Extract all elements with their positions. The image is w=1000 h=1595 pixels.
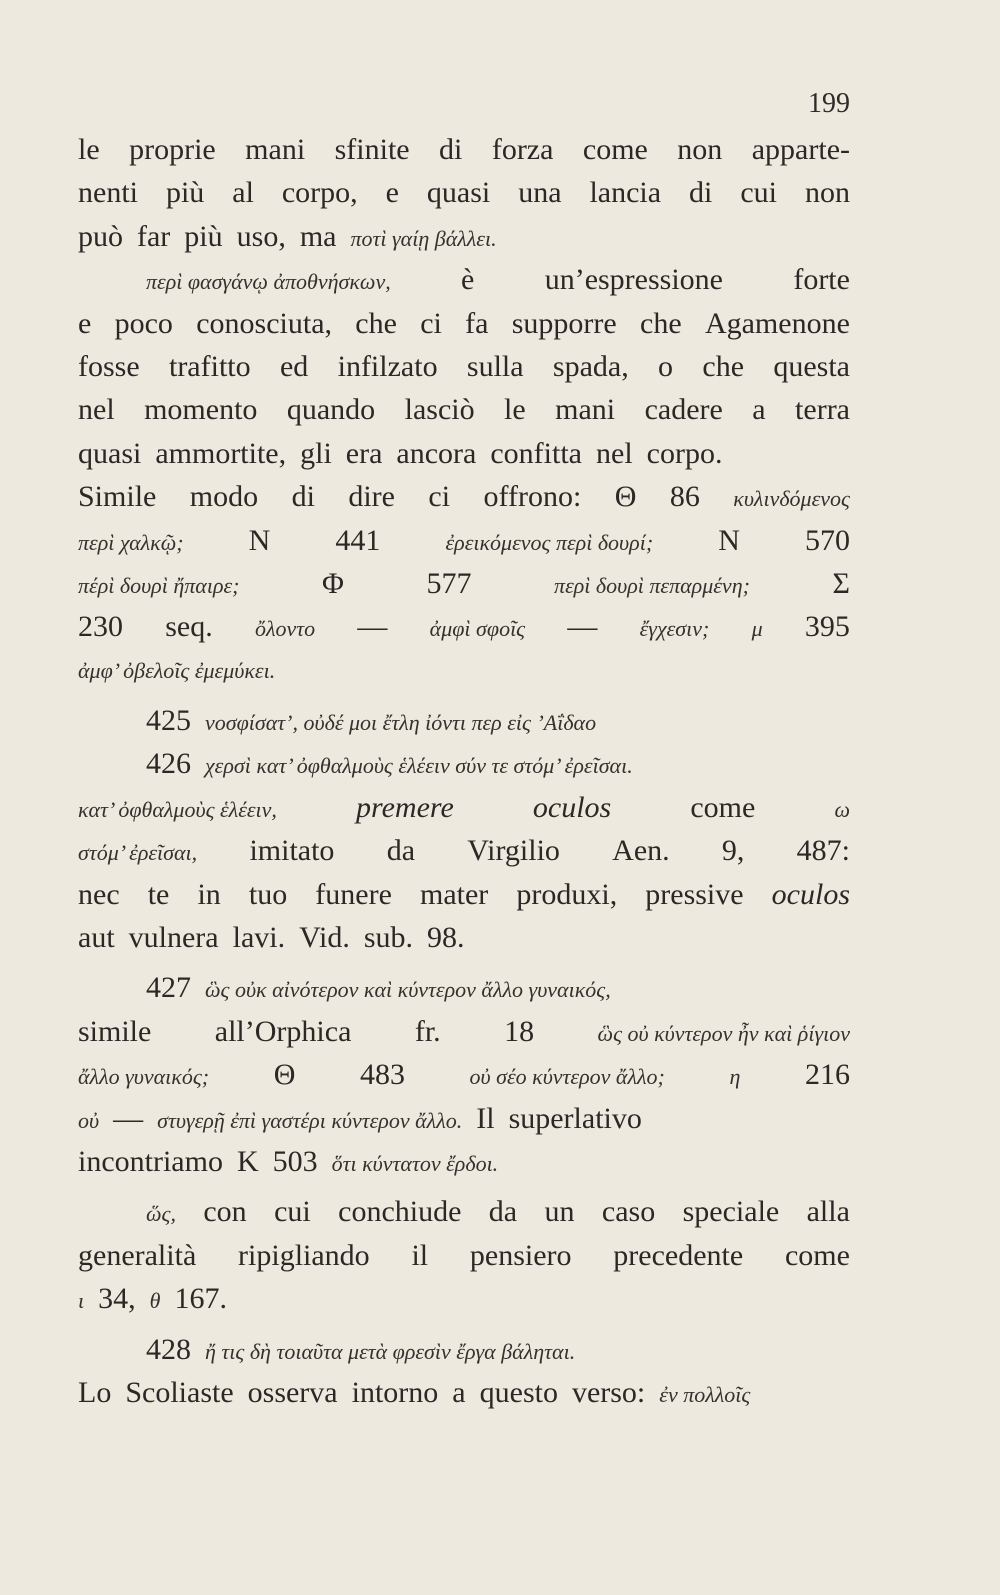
word: quasi (78, 436, 142, 470)
word: quando (286, 393, 376, 427)
word: ci (428, 480, 451, 514)
word: Agamenone (704, 306, 850, 340)
word: sfinite (334, 133, 410, 166)
word: non (677, 133, 723, 166)
text-line (78, 388, 850, 431)
word: può (78, 219, 123, 253)
word: uso, (236, 219, 286, 253)
word: ed (279, 349, 309, 383)
word: come (784, 1238, 850, 1272)
word: nenti (78, 176, 138, 210)
word: tuo (248, 877, 288, 911)
word: caso (601, 1195, 656, 1229)
word: fosse (78, 349, 140, 383)
word: N (248, 523, 271, 557)
word: 216 (804, 1058, 850, 1092)
word: incontriamo (78, 1144, 223, 1178)
word: ma (299, 219, 337, 253)
word: sulla (466, 349, 524, 383)
word: κυλινδόμενος (733, 486, 850, 512)
word: forza (491, 133, 554, 166)
word: mani (245, 133, 306, 166)
word: intorno (351, 1375, 439, 1409)
word: te (147, 877, 170, 911)
word: 483 (359, 1058, 405, 1092)
word: 167. (174, 1282, 227, 1316)
word: alla (806, 1195, 850, 1229)
word: Σ (832, 566, 850, 600)
text-line (78, 873, 850, 916)
word: Θ (614, 480, 637, 514)
word: ammortite, (155, 436, 287, 470)
word: — (113, 1101, 144, 1135)
word: νοσφίσατ’, οὐδέ μοι ἔτλη ἰόντι περ εἰς ’Αΐδαο (205, 710, 597, 736)
word: 570 (804, 523, 850, 557)
word: Aen. (612, 834, 670, 868)
word: come (582, 133, 648, 166)
word: gli (300, 436, 332, 470)
word: poco (114, 306, 173, 340)
word: lasciò (404, 393, 475, 427)
text-line (78, 1234, 850, 1277)
word: osserva (247, 1375, 338, 1409)
text-line (78, 1328, 850, 1371)
word: le (504, 393, 526, 427)
word: infilzato (337, 349, 438, 383)
text-line (78, 1097, 850, 1140)
word: proprie (129, 133, 216, 166)
word: cui (740, 176, 777, 210)
body-text (78, 128, 850, 1414)
word: ὥς, (146, 1201, 176, 1227)
word: sub. (363, 921, 414, 955)
word: οὐ σέο κύντερον ἄλλο; (469, 1064, 665, 1090)
word: Simile (78, 480, 157, 514)
word: nel (596, 436, 633, 470)
word: da (488, 1195, 518, 1229)
word: 428 (146, 1332, 191, 1366)
word: più (184, 219, 223, 253)
word: mater (420, 877, 489, 911)
word: conosciuta, (196, 306, 333, 340)
text-line (78, 916, 850, 959)
word: ὣς οὐκ αἰνότερον καὶ κύντερον ἄλλο γυναικός, (205, 977, 611, 1003)
word: nec (78, 877, 120, 911)
word: questo (479, 1375, 558, 1409)
text-line (78, 345, 850, 388)
word: ἀμφ’ ὀβελοῖς ἐμεμύκει. (78, 657, 276, 683)
word: 34, (98, 1282, 136, 1316)
word: στυγερῇ ἐπὶ γαστέρι κύντερον ἄλλο. (157, 1107, 463, 1133)
word: ποτὶ γαίῃ βάλλει. (350, 225, 497, 251)
word: quasi (426, 176, 491, 210)
text-line (78, 829, 850, 872)
word: corpo. (646, 436, 723, 470)
page-number: 199 (808, 88, 850, 119)
word: le (78, 133, 100, 166)
word: lavi. (232, 921, 286, 955)
word: vulnera (128, 921, 219, 955)
word: K (236, 1144, 259, 1178)
word: simile (78, 1014, 152, 1048)
word: di (291, 480, 315, 514)
word: che (702, 349, 745, 383)
word: οὐ (78, 1107, 100, 1133)
word: 425 (146, 704, 191, 738)
word: ancora (396, 436, 477, 470)
word: ω (834, 796, 850, 822)
word: pressive (645, 877, 744, 911)
word: Vid. (299, 921, 350, 955)
word: 577 (426, 566, 472, 600)
text-line (78, 171, 850, 214)
word: Virgilio (467, 834, 560, 868)
word: lancia (589, 176, 662, 210)
word: questa (773, 349, 850, 383)
word: conchiude (338, 1195, 462, 1229)
word: 426 (146, 747, 191, 781)
word: non (804, 176, 850, 210)
word: che (640, 306, 682, 340)
word: superlativo (508, 1101, 642, 1135)
text-line (78, 966, 850, 1009)
text-line (78, 128, 850, 171)
word: modo (189, 480, 259, 514)
word: — (357, 610, 388, 644)
word: περὶ δουρὶ πεπαρμένη; (554, 572, 750, 598)
word: offrono: (483, 480, 582, 514)
word: era (345, 436, 383, 470)
word: ci (420, 306, 442, 340)
word: al (232, 176, 254, 210)
word: spada, (552, 349, 629, 383)
text-line (78, 1010, 850, 1053)
word: oculos (532, 790, 612, 824)
word: dire (348, 480, 395, 514)
word: forte (793, 263, 850, 297)
text-line (78, 699, 850, 742)
word: pensiero (469, 1238, 572, 1272)
word: κατ’ ὀφθαλμοὺς ἑλέειν, (78, 796, 277, 822)
word: 230 (78, 610, 123, 644)
text-line (78, 215, 850, 258)
word: con (203, 1195, 247, 1229)
word: funere (315, 877, 392, 911)
word: θ (149, 1288, 161, 1314)
word: ι (78, 1288, 85, 1314)
word: 9, (721, 834, 745, 868)
word: ἄλλο γυναικός; (78, 1064, 210, 1090)
word: ὄλοντο (255, 616, 316, 642)
text-line (78, 1277, 850, 1320)
word: fa (465, 306, 489, 340)
word: un (544, 1195, 575, 1229)
word: apparte- (751, 133, 850, 166)
text-line (78, 258, 850, 301)
word: imitato (249, 834, 335, 868)
word: ἐν πολλοῖς (659, 1381, 751, 1407)
word: a (752, 393, 766, 427)
word: μ (751, 616, 763, 642)
word: supporre (511, 306, 617, 340)
word: a (452, 1375, 466, 1409)
text-line (78, 475, 850, 518)
text-line (78, 742, 850, 785)
word: στόμ’ ἐρεῖσαι, (78, 840, 198, 866)
word: precedente (613, 1238, 744, 1272)
word: cadere (644, 393, 723, 427)
word: corpo, (281, 176, 358, 210)
word: come (690, 790, 756, 824)
word: terra (795, 393, 850, 427)
word: di (439, 133, 463, 166)
word: più (165, 176, 205, 210)
word: aut (78, 921, 115, 955)
word: Θ (273, 1058, 296, 1092)
word: una (518, 176, 562, 210)
word: 18 (504, 1014, 535, 1048)
text-line (78, 519, 850, 562)
word: all’Orphica (214, 1014, 352, 1048)
word: seq. (165, 610, 213, 644)
word: trafitto (168, 349, 251, 383)
word: ὣς οὐ κύντερον ἦν καὶ ῥίγιον (597, 1020, 850, 1046)
word: ἀμφὶ σφοῖς (429, 616, 526, 642)
text-line (78, 1140, 850, 1183)
word: momento (144, 393, 258, 427)
word: fr. (414, 1014, 441, 1048)
word: ἔγχεσιν; (639, 616, 710, 642)
word: di (689, 176, 713, 210)
word: o (658, 349, 674, 383)
word: ἤ τις δὴ τοιαῦτα μετὰ φρεσὶν ἔργα βάληται. (205, 1338, 576, 1364)
word: 98. (427, 921, 465, 955)
word: Scoliaste (125, 1375, 234, 1409)
word: Φ (322, 566, 344, 600)
text-line (78, 605, 850, 648)
text-line (78, 1053, 850, 1096)
text-line (78, 649, 850, 692)
word: speciale (682, 1195, 780, 1229)
word: ὅτι κύντατον ἔρδοι. (331, 1150, 499, 1176)
word: e (78, 306, 92, 340)
word: 86 (669, 480, 700, 514)
word: e (385, 176, 399, 210)
text-line (78, 432, 850, 475)
word: produxi, (516, 877, 618, 911)
word: Il (476, 1101, 495, 1135)
word: mani (555, 393, 616, 427)
text-line (78, 786, 850, 829)
text-line (78, 562, 850, 605)
word: 487: (796, 834, 850, 868)
word: far (137, 219, 171, 253)
word: περὶ φασγάνῳ ἀποθνήσκων, (146, 269, 391, 295)
word: Lo (78, 1375, 112, 1409)
word: confitta (490, 436, 582, 470)
word: cui (274, 1195, 311, 1229)
word: da (386, 834, 416, 868)
word: ἐρεικόμενος περὶ δουρί; (445, 529, 654, 555)
text-line (78, 1190, 850, 1233)
word: 441 (335, 523, 381, 557)
word: generalità (78, 1238, 197, 1272)
word: 395 (804, 610, 850, 644)
word: πέρὶ δουρὶ ἤπαιρε; (78, 572, 240, 598)
word: premere (356, 790, 454, 824)
word: è (461, 263, 475, 297)
word: verso: (571, 1375, 646, 1409)
word: ripigliando (238, 1238, 370, 1272)
word: che (355, 306, 397, 340)
word: περὶ χαλκῷ; (78, 529, 184, 555)
text-line (78, 1371, 850, 1414)
word: N (718, 523, 740, 557)
text-line (78, 302, 850, 345)
word: il (411, 1238, 429, 1272)
word: 503 (272, 1144, 318, 1178)
word: — (567, 610, 598, 644)
word: in (197, 877, 221, 911)
word: oculos (771, 877, 850, 911)
word: un’espressione (544, 263, 723, 297)
word: 427 (146, 971, 191, 1005)
word: χερσὶ κατ’ ὀφθαλμοὺς ἑλέειν σύν τε στόμ’ ἐρεῖσαι. (205, 753, 633, 779)
word: η (729, 1064, 741, 1090)
word: nel (78, 393, 115, 427)
